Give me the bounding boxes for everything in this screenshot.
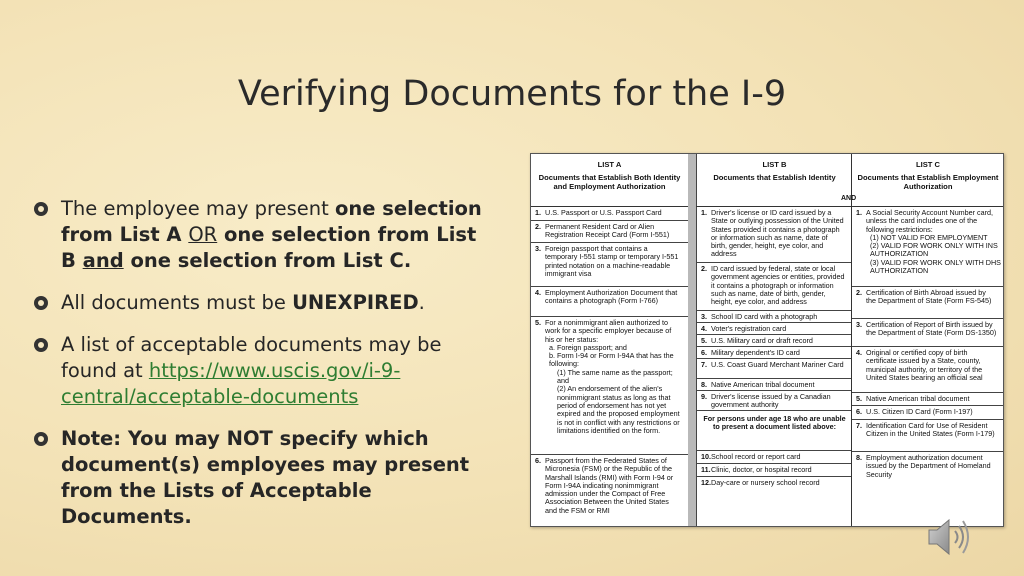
list-c-item: 8. Employment authorization document issued by the Department of Homeland Security [856, 453, 991, 479]
list-b-item: 11.Clinic, doctor, or hospital record [697, 464, 852, 477]
bullet-1-text: The employee may present one selection from List A OR one selection from List B and one selection from List C. [61, 197, 482, 272]
list-b-item: 8. Native American tribal document [697, 379, 852, 391]
bullet-icon [34, 202, 48, 216]
list-a-item: 2. Permanent Resident Card or Alien Registration Receipt Card (Form I-551) [531, 221, 688, 243]
bullet-3-text: A list of acceptable documents may be found at https://www.uscis.gov/i-9-central/acceptable-documents [61, 333, 442, 408]
bullet-icon [34, 338, 48, 352]
list-b-item: 9. Driver's license issued by a Canadian government authority [697, 391, 852, 411]
bullet-2 [34, 290, 484, 316]
column-separator [688, 154, 696, 526]
list-b-item: 6. Military dependent's ID card [697, 347, 852, 359]
list-a-item: 5. For a nonimmigrant alien authorized to work for a specific employer because of his or her status: a. Foreign passport; and b. Form I-94 or Form I-94A that has the following: (1) The same name as the passport; and (2) An endorsement of the alien's nonimmigrant status as long as that period of endorsement has not yet expired and the proposed employment is not in conflict with any restrictions or limitations identified on the form. [531, 317, 688, 455]
list-a-item: 3. Foreign passport that contains a temporary I-551 stamp or temporary I-551 printed notation on a machine-readable immigrant visa [531, 243, 688, 287]
list-c-subtitle: Documents that Establish Employment Authorization [857, 173, 999, 191]
list-a-column [531, 207, 688, 526]
slide-title: Verifying Documents for the I-9 [237, 74, 787, 114]
bullet-icon [34, 296, 48, 310]
bullet-4 [34, 426, 484, 530]
speaker-icon[interactable] [925, 512, 973, 562]
list-b-item: 10.School record or report card [697, 451, 852, 464]
and-label: AND [841, 195, 857, 202]
list-c-column [851, 207, 1004, 526]
list-b-column [696, 207, 852, 526]
list-b-subtitle: Documents that Establish Identity [713, 173, 836, 182]
list-b-item: 5. U.S. Military card or draft record [697, 335, 852, 347]
list-b-item: 4. Voter's registration card [697, 323, 852, 335]
list-a-item: 6. Passport from the Federated States of Micronesia (FSM) or the Republic of the Marshall Islands (RMI) with Form I-94 or Form I-94A indicating nonimmigrant admission under the Compact of Free Association Between the United States and the FSM or RMI [535, 456, 674, 515]
list-c-item: 2. Certification of Birth Abroad issued by the Department of State (Form FS-545) [852, 287, 1004, 319]
list-c-item: 4. Original or certified copy of birth certificate issued by a State, county, municipal authority, or territory of the United States bearing an official seal [852, 347, 1004, 393]
list-b-item: 12.Day-care or nursery school record [701, 478, 820, 487]
list-a-subtitle: Documents that Establish Both Identity and Employment Authorization [538, 173, 681, 191]
table-header [531, 154, 1003, 207]
list-b-item: 7. U.S. Coast Guard Merchant Mariner Card [697, 359, 852, 379]
bullet-2-text: All documents must be UNEXPIRED. [61, 291, 425, 314]
acceptable-documents-table [530, 153, 1004, 527]
bullet-1 [34, 196, 484, 274]
list-b-item: 2. ID card issued by federal, state or local government agencies or entities, provided it contains a photograph or information such as name, date of birth, gender, height, eye color, and address [697, 263, 852, 311]
list-a-item: 1. U.S. Passport or U.S. Passport Card [531, 207, 688, 221]
list-b-title: LIST B [762, 160, 787, 169]
list-c-item: 1. A Social Security Account Number card, unless the card includes one of the following restrictions: (1) NOT VALID FOR EMPLOYMENT (2) VALID FOR WORK ONLY WITH INS AUTHORIZATION (3) VALID FOR WORK ONLY WITH DHS AUTHORIZATION [852, 207, 1004, 287]
list-c-item: 3. Certification of Report of Birth issued by the Department of State (Form DS-1350) [852, 319, 1004, 347]
list-c-title: LIST C [915, 160, 941, 169]
bullet-icon [34, 432, 48, 446]
list-c-item: 6. U.S. Citizen ID Card (Form I-197) [852, 406, 1004, 420]
list-b-item: 3. School ID card with a photograph [697, 311, 852, 323]
list-c-item: 5. Native American tribal document [852, 393, 1004, 406]
list-c-item: 7. Identification Card for Use of Resident Citizen in the United States (Form I-179) [852, 420, 1004, 452]
list-a-title: LIST A [597, 160, 622, 169]
list-b-item: 1. Driver's license or ID card issued by a State or outlying possession of the United States provided it contains a photograph or information such as name, date of birth, gender, height, eye color, and address [697, 207, 852, 263]
bullet-list [34, 196, 484, 546]
uscis-link[interactable]: https://www.uscis.gov/i-9-central/acceptable-documents [61, 359, 401, 408]
under-18-note: For persons under age 18 who are unable to present a document listed above: [697, 411, 852, 451]
list-a-item: 4. Employment Authorization Document that contains a photograph (Form I-766) [531, 287, 688, 317]
bullet-4-text: Note: You may NOT specify which document(s) employees may present from the Lists of Acceptable Documents. [61, 427, 470, 528]
bullet-3 [34, 332, 484, 410]
